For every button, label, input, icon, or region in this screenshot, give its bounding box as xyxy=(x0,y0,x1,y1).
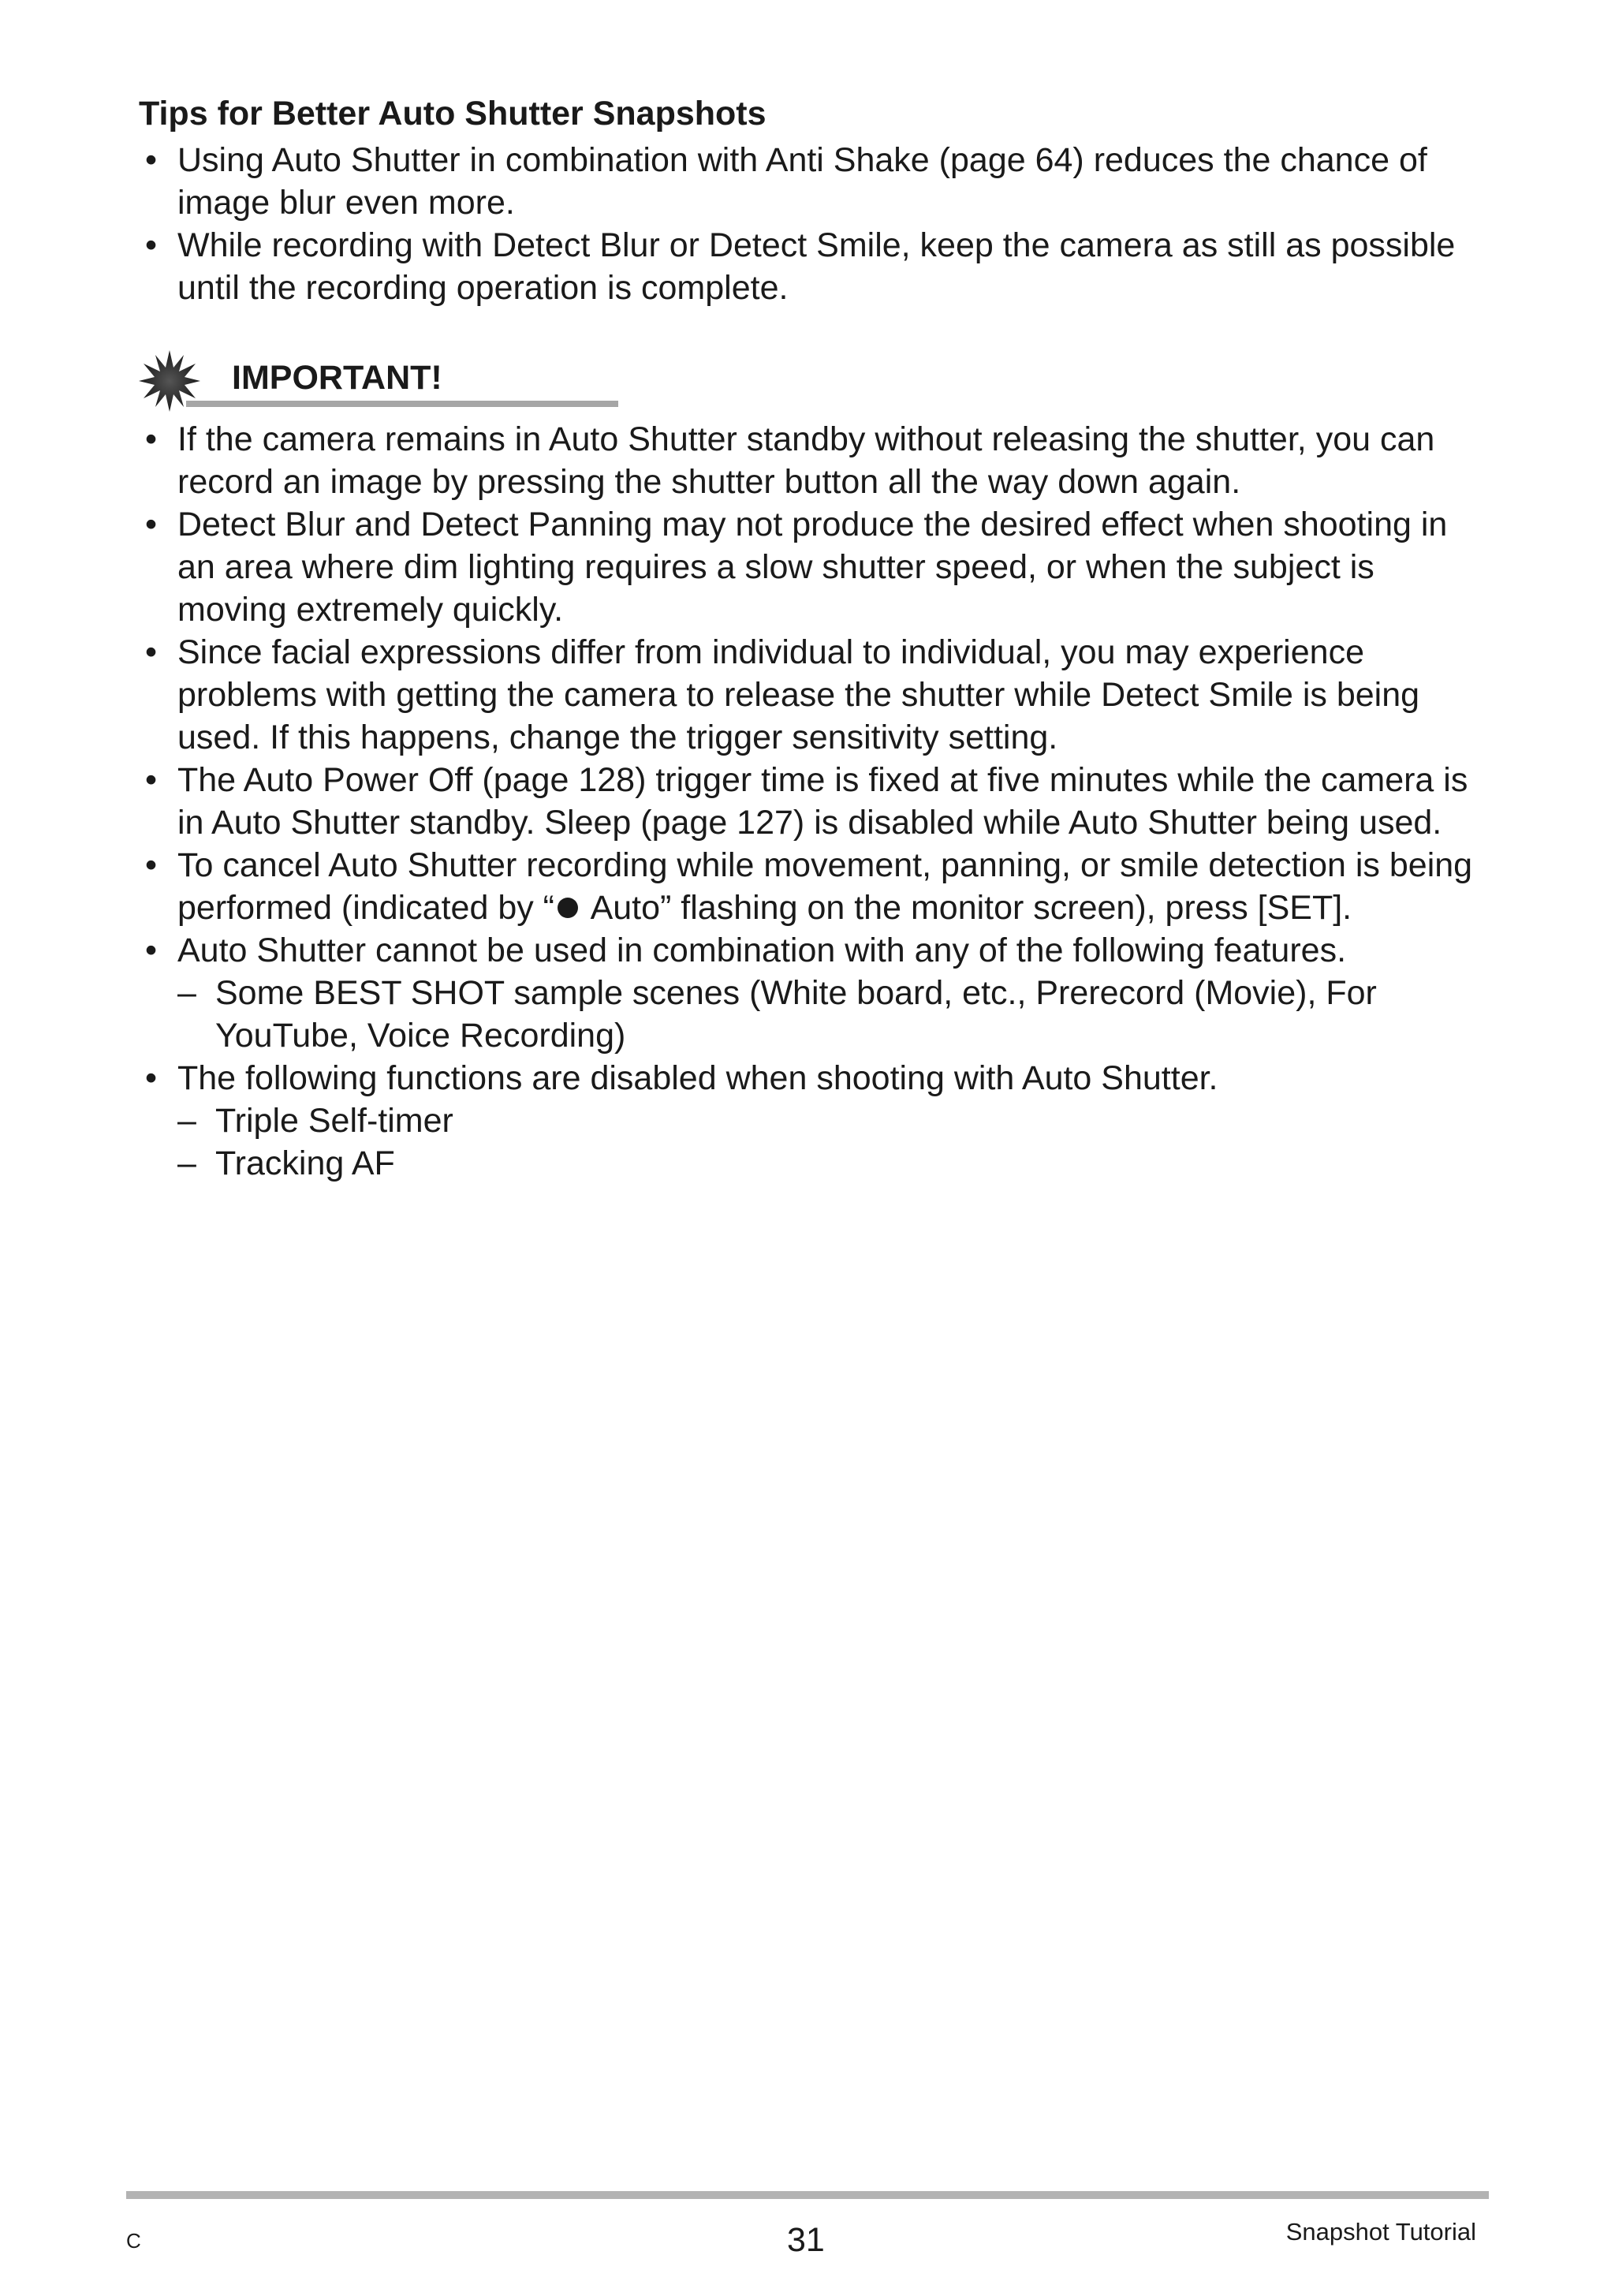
sub-list xyxy=(177,1099,1479,1185)
cancel-text-after: Auto” flashing on the monitor screen), press [SET]. xyxy=(583,889,1352,927)
page-number: 31 xyxy=(787,2221,825,2259)
record-dot-icon xyxy=(558,898,578,918)
footer-divider xyxy=(126,2191,1489,2199)
tips-heading: Tips for Better Auto Shutter Snapshots xyxy=(139,95,766,133)
list-item xyxy=(139,929,1479,1057)
list-item xyxy=(139,844,1479,929)
sub-list xyxy=(177,972,1479,1057)
list-item: • The Auto Power Off (page 128) trigger time is fixed at five minutes while the camera is in Auto Shutter standby. Sleep (page 127) is disabled while Auto Shutter being used. xyxy=(139,759,1479,844)
list-item: • Using Auto Shutter in combination with Anti Shake (page 64) reduces the chance of image blur even more. xyxy=(139,139,1479,224)
important-list xyxy=(139,418,1479,1185)
important-label: IMPORTANT! xyxy=(232,359,442,397)
list-item: • While recording with Detect Blur or Detect Smile, keep the camera as still as possible until the recording operation is complete. xyxy=(139,224,1479,309)
sub-list-item: – Triple Self-timer xyxy=(177,1099,1479,1142)
combination-text: Auto Shutter cannot be used in combination with any of the following features. xyxy=(177,931,1347,969)
sub-list-item: – Some BEST SHOT sample scenes (White board, etc., Prerecord (Movie), For YouTube, Voice Recording) xyxy=(177,972,1479,1057)
important-underline xyxy=(186,401,618,407)
footer-section-title: Snapshot Tutorial xyxy=(1285,2218,1476,2246)
list-item: • If the camera remains in Auto Shutter standby without releasing the shutter, you can record an image by pressing the shutter button all the way down again. xyxy=(139,418,1479,503)
page-content xyxy=(139,88,1479,1185)
important-header xyxy=(139,350,1479,413)
sub-list-item: – Tracking AF xyxy=(177,1142,1479,1185)
list-item: • Since facial expressions differ from individual to individual, you may experience problems with getting the camera to release the shutter while Detect Smile is being used. If this happens, change the trigger sensitivity setting. xyxy=(139,631,1479,759)
tips-list xyxy=(139,139,1479,309)
footer-language-code: C xyxy=(126,2229,141,2253)
disabled-text: The following functions are disabled when shooting with Auto Shutter. xyxy=(177,1059,1218,1097)
list-item: • Detect Blur and Detect Panning may not produce the desired effect when shooting in an area where dim lighting requires a slow shutter speed, or when the subject is moving extremely quickly. xyxy=(139,503,1479,631)
cancel-text-before: To cancel Auto Shutter recording while movement, panning, or smile detection is being performed (indicated by “ xyxy=(177,846,1473,927)
list-item xyxy=(139,1057,1479,1185)
